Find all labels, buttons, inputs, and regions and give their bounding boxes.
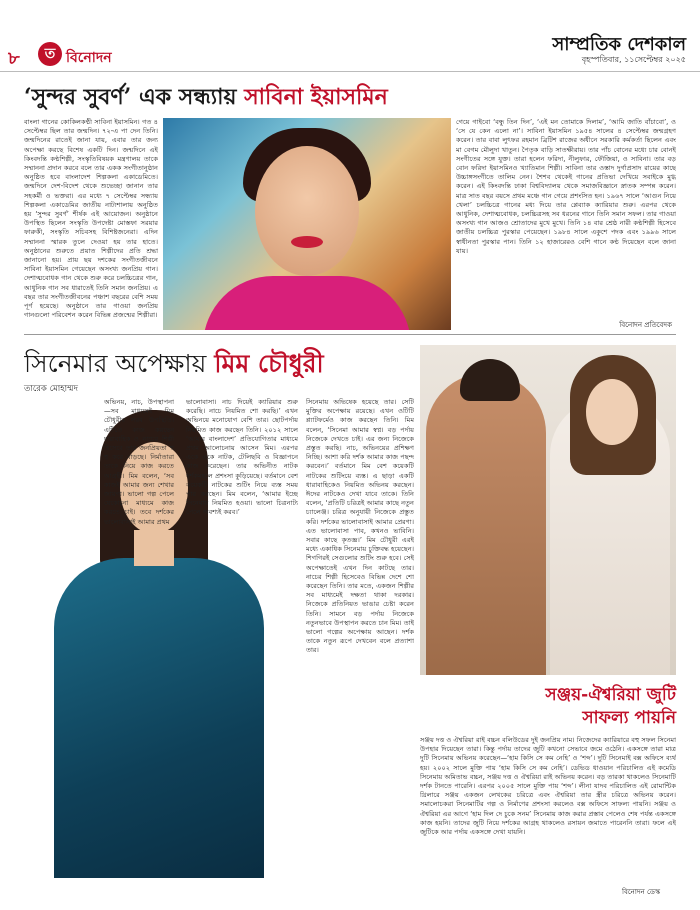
photo3-man-shape — [426, 373, 546, 675]
article1-headline-red: সাবিনা ইয়াসমিন — [244, 84, 388, 110]
section-logo-icon: ত — [38, 42, 62, 66]
article1-column-1: বাংলা গানের কোকিলকণ্ঠী সাবিনা ইয়াসমিন। গত ৪ সেপ্টেম্বর ছিল তার জন্মদিন। ৭২-এ পা দেন তিনি। জন্মদিনের রাতেই জানা যায়, এবার তার জন্য অপেক্ষা করছে বিশেষ একটি দিন। জন্মদিনে এই কিংবদন্তি কণ্ঠশিল্পী, সংস্কৃতিবিষয়ক মন্ত্রণালয় তাকে সম্মাননা প্রদান করবে বলে তার একক সংগীতানুষ্ঠান অনুষ্ঠিত হবে বাংলাদেশ শিল্পকলা একাডেমিতে। জন্মদিনে দেশ-বিদেশ থেকে শুভেচ্ছা জানান তার সহকর্মী ও ভক্তরা। এর মধ্যে ৭ সেপ্টেম্বর সন্ধ্যায় শিল্পকলা একাডেমির জাতীয় নাট্যশালায় অনুষ্ঠিত হয় ‘সুন্দর সুবর্ণ’ শীর্ষক এই আয়োজন। অনুষ্ঠানে উপস্থিত ছিলেন সংস্কৃতি উপদেষ্টা মোস্তফা সরয়ার ফারুকী, সংস্কৃতি সচিবসহ বিশিষ্টজনেরা। এদিন সম্মাননা স্মারক তুলে দেওয়া হয় তার হাতে। অনুষ্ঠানের শুরুতে প্রয়াত শিল্পীদের প্রতি শ্রদ্ধা জানানো হয়। প্রায় ছয় দশকের সংগীতজীবনে সাবিনা ইয়াসমিন গেয়েছেন অসংখ্য জনপ্রিয় গান। দেশাত্মবোধক গান থেকে শুরু করে চলচ্চিত্রের গান, আধুনিক গান সব ধারাতেই তিনি সমান জনপ্রিয়। এ বছর তার সংগীতজীবনের পঞ্চাশ বছরের বেশি সময় পূর্ণ হয়েছে। অনুষ্ঠানে তার গাওয়া জনপ্রিয় গানগুলো পরিবেশন করেন বিভিন্ন প্রজন্মের শিল্পীরা। — [24, 118, 158, 320]
photo-dress-shape — [203, 276, 411, 330]
section-divider — [24, 334, 676, 335]
article3-credit: বিনোদন ডেস্ক — [621, 888, 660, 896]
section-label: বিনোদন — [66, 50, 112, 66]
article2-column-2: ভালোবাসা। নাচ দিয়েই ক্যারিয়ার শুরু করেছি। নাচে নিয়মিত শো করছি।’ এখন অভিনয়ে মনোযোগ বেশি তার। ছোটপর্দায় নিয়মিত কাজ করছেন তিনি। ২০১২ সালে ‘আমার বাংলাদেশ’ প্রতিযোগিতার মাধ্যমে প্রথম আলোচনায় আসেন মিম। এরপর একে একে নাটক, টেলিছবি ও বিজ্ঞাপনে কাজ করেছেন। তার অভিনীত নাটক দর্শকমহলে প্রশংসা কুড়িয়েছে। বর্তমানে বেশ কয়েকটি নাটকের শুটিং নিয়ে ব্যস্ত সময় পার করছেন। মিম বলেন, ‘আমার ইচ্ছে সিনেমায় নিয়মিত হওয়া। ভালো চিত্রনাট্য পেলে অবশ্যই করব।’ — [186, 398, 298, 517]
article3-photo — [420, 345, 676, 675]
dateline: বৃহস্পতিবার, ১১সেপ্টেম্বর ২০২৫ — [581, 55, 686, 64]
article3-headline-line1: সঞ্জয়-ঐশ্বরিয়া জুটি — [545, 685, 676, 705]
article2-headline-plain: সিনেমার অপেক্ষায় — [24, 349, 215, 378]
article1-column-1-tail — [24, 318, 158, 332]
article2-headline — [24, 344, 414, 378]
page-number: ৮ — [8, 48, 20, 69]
article3-body: সঞ্জয় দত্ত ও ঐশ্বরিয়া রাই বচ্চন বলিউডের দুই জনপ্রিয় নাম। নিজেদের ক্যারিয়ারে বহু সফল সিনেমা উপহার দিয়েছেন তারা। কিন্তু পর্দায় তাদের জুটি কখনো সেভাবে জমে ওঠেনি। একসঙ্গে তারা মাত্র দুটি সিনেমায় অভিনয় করেছেন—‘হাম কিসি সে কম নেহি’ ও ‘শব্দ’। দুটি সিনেমাই বক্স অফিসে ব্যর্থ হয়। ২০০২ সালে মুক্তি পায় ‘হাম কিসি সে কম নেহি’। ডেভিড ধাওয়ান পরিচালিত এই কমেডি সিনেমায় অমিতাভ বচ্চন, সঞ্জয় দত্ত ও ঐশ্বরিয়া রাই অভিনয় করেন। বড় তারকা থাকলেও সিনেমাটি দর্শক টানতে পারেনি। এরপর ২০০৫ সালে মুক্তি পায় ‘শব্দ’। লীনা যাদব পরিচালিত এই রোমান্টিক থ্রিলারে সঞ্জয় একজন লেখকের চরিত্রে এবং ঐশ্বরিয়া তার স্ত্রীর চরিত্রে অভিনয় করেন। সমালোচকরা সিনেমাটির গল্প ও নির্মাণের প্রশংসা করলেও বক্স অফিসে সাফল্য পায়নি। সঞ্জয় ও ঐশ্বরিয়া এর আগে ‘হাম দিল দে চুকে সনম’ সিনেমায় কাজ করার প্রস্তাব পেলেও শেষ পর্যন্ত একসঙ্গে কাজ হয়নি। তাদের জুটি নিয়ে দর্শকের আগ্রহ থাকলেও রসায়ন জমাতে পারেননি তারা। ফলে এই জুটিকে আর পর্দায় একসঙ্গে দেখা যায়নি। — [420, 736, 676, 837]
article1-headline-plain: ‘সুন্দর সুবর্ণ’ এক সন্ধ্যায় — [24, 84, 245, 110]
article3-headline-line2: সাফল্য পায়নি — [582, 708, 676, 728]
article1-credit: বিনোদন প্রতিবেদক — [619, 321, 672, 329]
article1-photo — [163, 118, 451, 330]
masthead: সাম্প্রতিক দেশকাল — [552, 34, 686, 55]
article1-column-5: গেয়ে গাইবো ‘বন্ধু তিন দিন’, ‘এই মন তোমাকে দিলাম’, ‘আমি জাতি বাঁচাবো’, ও ‘সে যে কেন এলো না’। সাবিনা ইয়াসমিন ১৯৫৪ সালের ৪ সেপ্টেম্বর জন্মগ্রহণ করেন। তার বাবা লুৎফর রহমান ব্রিটিশ রাজের অধীনে সরকারি কর্মকর্তা ছিলেন এবং মা বেগম মৌলুদা খাতুন। পৈতৃক বাড়ি সাতক্ষীরায়। তার পাঁচ বোনের মধ্যে চার বোনই সংগীতের সঙ্গে যুক্ত। তারা হলেন ফরিদা, নীলুফার, ফৌজিয়া, ও সাবিনা। তার বড় বোন ফরিদা ইয়াসমিনও খ্যাতিমান শিল্পী। সাবিনা তার ওস্তাদ দুর্গাপ্রসাদ রায়ের কাছে উচ্চাঙ্গসংগীতে তালিম নেন। শৈশব থেকেই গানের প্রতিভা দেখিয়ে সবাইকে মুগ্ধ করেন। এই কিংবদন্তি ঢাকা বিশ্ববিদ্যালয় থেকে সমাজবিজ্ঞানে স্নাতক সম্পন্ন করেন। মাত্র সাত বছর বয়সে প্রথম মঞ্চে গান গেয়ে প্রশংসিত হন। ১৯৬৭ সালে ‘আগুন নিয়ে খেলা’ চলচ্চিত্রে গানের মধ্য দিয়ে তার প্লেব্যাক ক্যারিয়ার শুরু। এরপর থেকে আধুনিক, দেশাত্মবোধক, চলচ্চিত্রসহ সব ধরনের গানে তিনি সমান সফল। তার গাওয়া অসংখ্য গান আজও শ্রোতাদের মুখে মুখে। তিনি ১৪ বার শ্রেষ্ঠ নারী কণ্ঠশিল্পী হিসেবে জাতীয় চলচ্চিত্র পুরস্কার পেয়েছেন। ১৯৮৪ সালে একুশে পদক এবং ১৯৯৬ সালে স্বাধীনতা পুরস্কার পান। তিনি ১২ হাজারেরও বেশি গানে কণ্ঠ দিয়েছেন বলে জানা যায়। — [456, 118, 676, 255]
photo-face-shape — [255, 146, 359, 276]
article2-column-3: সিনেমায় অভিষেক হয়েছে তার। সেটি মুক্তির অপেক্ষায় রয়েছে। এখন ওটিটি প্ল্যাটফর্মেও কাজ করছেন তিনি। মিম বলেন, ‘সিনেমা আমার স্বপ্ন। বড় পর্দায় নিজেকে দেখতে চাই। এর জন্য নিজেকে প্রস্তুত করছি। নাচ, অভিনয়ের প্রশিক্ষণ নিচ্ছি। আশা করি দর্শক আমার কাজ পছন্দ করবেন।’ বর্তমানে মিম বেশ কয়েকটি নাটকের শুটিংয়ে ব্যস্ত। এ ছাড়া একটি ধারাবাহিকেও নিয়মিত অভিনয় করছেন। ঈদের নাটকেও দেখা যাবে তাকে। তিনি বলেন, ‘প্রতিটি চরিত্রই আমার কাছে নতুন চ্যালেঞ্জ। চরিত্র অনুযায়ী নিজেকে প্রস্তুত করি। দর্শকের ভালোবাসাই আমার প্রেরণা। এত ভালোবাসা পাব, কখনও ভাবিনি। সবার কাছে কৃতজ্ঞ।’ মিম চৌধুরী এরই মধ্যে একাধিক সিনেমায় চুক্তিবদ্ধ হয়েছেন। শিগগিরই সেগুলোর শুটিং শুরু হবে। সেই অপেক্ষাতেই এখন দিন কাটছে তার। নাচের শিল্পী হিসেবেও বিভিন্ন দেশে শো করেছেন তিনি। তার মতে, একজন শিল্পীর সব মাধ্যমেই দক্ষতা থাকা দরকার। নিজেকে প্রতিনিয়ত ভাঙার চেষ্টা করেন তিনি। সামনে বড় পর্দায় নিজেকে নতুনভাবে উপস্থাপন করতে চান মিম। তাই ভালো গল্পের অপেক্ষায় আছেন। দর্শক তাকে নতুন রূপে দেখবেন বলে প্রত্যাশা তার। — [306, 398, 414, 655]
photo-lips-shape — [291, 236, 323, 248]
page-header — [0, 0, 700, 72]
article1-headline — [24, 80, 444, 114]
article2-headline-red: মিম চৌধুরী — [214, 349, 324, 378]
article2-author: তারেক মোহাম্মদ — [24, 384, 78, 394]
article2-column-1: অভিনয়, নাচ, উপস্থাপনা—সব মাধ্যমেই মিম চৌধুরীর সরব উপস্থিতি। এটিতে কাজ করছেন দারাবাহিক ও নাচের শিল্পী হিসেবে তার জনপ্রিয়তা হু হু করে বাড়ছে। নির্মাতারা তাকে নিয়ে কাজ করতে আগ্রহী। মিম বলেন, ‘সব কাজই আমার জন্য শেখার জায়গা। ভালো গল্প পেলে যেকোনো মাধ্যমে কাজ করতে চাই। তবে দর্শকের ভালোবাসাই আমার প্রথম — [104, 398, 174, 526]
photo3-woman-face-shape — [586, 379, 638, 445]
photo3-man-hair-shape — [460, 359, 520, 401]
